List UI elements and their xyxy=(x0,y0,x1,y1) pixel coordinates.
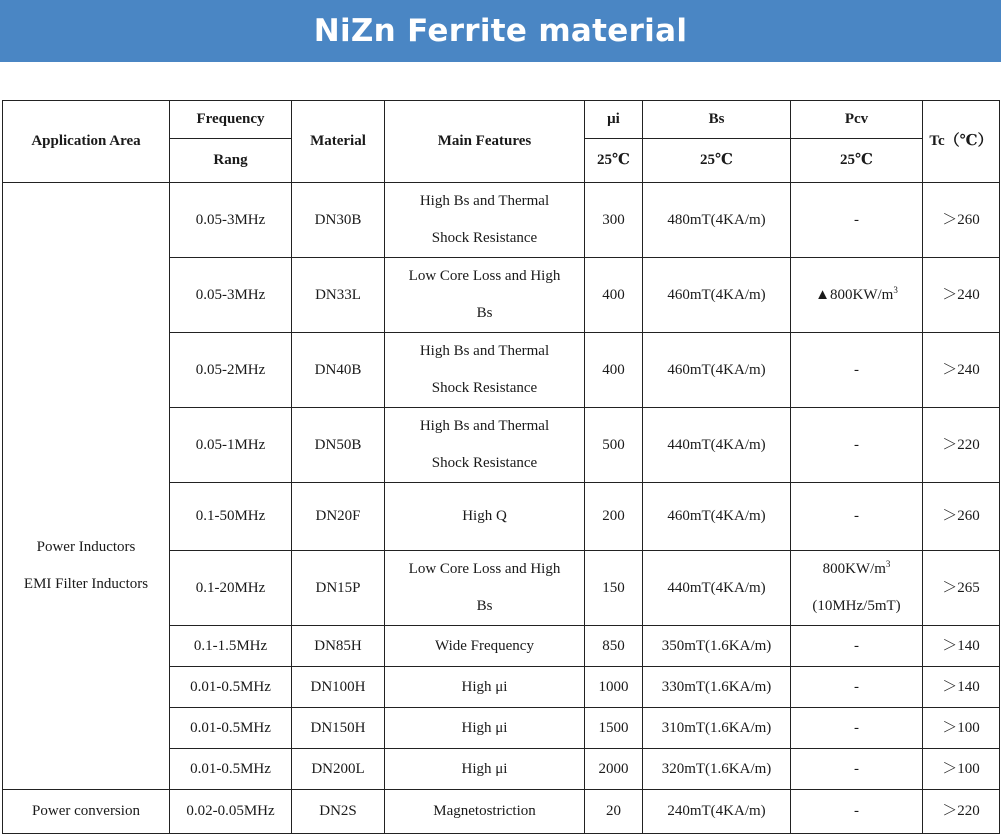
ui-cell: 300 xyxy=(585,183,643,258)
features-line: High Q xyxy=(462,508,507,524)
features-line: Shock Resistance xyxy=(431,455,538,471)
header-bs: Bs xyxy=(643,101,791,139)
features-line: High Bs and Thermal xyxy=(419,343,550,359)
pcv-cell xyxy=(791,708,923,749)
pcv-value: - xyxy=(854,678,859,695)
tc-cell: ＞100 xyxy=(923,708,1000,749)
ui-cell: 1000 xyxy=(585,667,643,708)
features-line: High μi xyxy=(461,678,508,695)
bs-cell: 460mT(4KA/m) xyxy=(643,483,791,551)
frequency-cell: 0.01-0.5MHz xyxy=(170,749,292,790)
ferrite-spec-table xyxy=(2,100,1000,834)
pcv-value: - xyxy=(854,508,859,524)
header-temp-ui: 25℃ xyxy=(585,139,643,183)
pcv-value: - xyxy=(854,803,859,819)
title-banner xyxy=(0,0,1001,62)
material-cell: DN33L xyxy=(292,258,385,333)
pcv-cell xyxy=(791,333,923,408)
features-cell xyxy=(385,258,585,333)
material-cell: DN2S xyxy=(292,790,385,834)
pcv-cell xyxy=(791,790,923,834)
bs-cell: 350mT(1.6KA/m) xyxy=(643,626,791,667)
pcv-cell xyxy=(791,183,923,258)
pcv-line xyxy=(795,710,918,747)
material-cell: DN40B xyxy=(292,333,385,408)
pcv-line xyxy=(795,628,918,665)
features-line: High μi xyxy=(461,719,508,736)
tc-cell: ＞140 xyxy=(923,667,1000,708)
tc-cell: ＞240 xyxy=(923,258,1000,333)
material-cell: DN85H xyxy=(292,626,385,667)
features-cell xyxy=(385,708,585,749)
pcv-cell xyxy=(791,483,923,551)
features-line: High μi xyxy=(461,760,508,777)
pcv-cell xyxy=(791,626,923,667)
features-line: Wide Frequency xyxy=(435,637,534,654)
tc-cell: ＞220 xyxy=(923,408,1000,483)
ui-cell: 150 xyxy=(585,551,643,626)
pcv-value: - xyxy=(854,760,859,777)
bs-cell: 330mT(1.6KA/m) xyxy=(643,667,791,708)
features-cell xyxy=(385,667,585,708)
features-line: High Bs and Thermal xyxy=(419,193,550,209)
header-frequency: Frequency xyxy=(170,101,292,139)
page-title: NiZn Ferrite material xyxy=(313,13,688,49)
tc-cell: ＞260 xyxy=(923,483,1000,551)
pcv-value: 800KW/m xyxy=(822,561,886,577)
material-cell: DN15P xyxy=(292,551,385,626)
application-area-line: EMI Filter Inductors xyxy=(23,576,149,592)
tc-cell: ＞240 xyxy=(923,333,1000,408)
pcv-value: - xyxy=(854,211,859,228)
features-line: Bs xyxy=(476,305,493,321)
material-cell: DN150H xyxy=(292,708,385,749)
features-line: Bs xyxy=(476,598,493,614)
material-cell: DN200L xyxy=(292,749,385,790)
pcv-condition: (10MHz/5mT) xyxy=(812,598,901,614)
bs-cell: 440mT(4KA/m) xyxy=(643,408,791,483)
pcv-line xyxy=(795,669,918,706)
ui-cell: 500 xyxy=(585,408,643,483)
bs-cell: 460mT(4KA/m) xyxy=(643,333,791,408)
frequency-cell: 0.1-20MHz xyxy=(170,551,292,626)
tc-cell: ＞100 xyxy=(923,749,1000,790)
ui-cell: 850 xyxy=(585,626,643,667)
pcv-value: - xyxy=(854,637,859,654)
frequency-cell: 0.1-1.5MHz xyxy=(170,626,292,667)
tc-cell: ＞220 xyxy=(923,790,1000,834)
features-line: Shock Resistance xyxy=(431,380,538,396)
pcv-line xyxy=(795,352,918,389)
tc-cell: ＞265 xyxy=(923,551,1000,626)
pcv-cell xyxy=(791,551,923,626)
pcv-value: ▲800KW/m xyxy=(815,286,894,303)
pcv-line xyxy=(795,202,918,239)
material-cell: DN50B xyxy=(292,408,385,483)
ui-cell: 400 xyxy=(585,333,643,408)
header-rang: Rang xyxy=(170,139,292,183)
tc-cell: ＞140 xyxy=(923,626,1000,667)
bs-cell: 320mT(1.6KA/m) xyxy=(643,749,791,790)
features-cell xyxy=(385,483,585,551)
bs-cell: 480mT(4KA/m) xyxy=(643,183,791,258)
application-area-power-inductors xyxy=(3,183,170,790)
frequency-cell: 0.05-3MHz xyxy=(170,258,292,333)
frequency-cell: 0.05-2MHz xyxy=(170,333,292,408)
material-cell: DN30B xyxy=(292,183,385,258)
bs-cell: 440mT(4KA/m) xyxy=(643,551,791,626)
features-cell xyxy=(385,408,585,483)
pcv-superscript: 3 xyxy=(885,559,891,569)
pcv-line xyxy=(795,551,918,588)
header-temp-pcv: 25℃ xyxy=(791,139,923,183)
features-line: Magnetostriction xyxy=(433,803,536,819)
frequency-cell: 0.02-0.05MHz xyxy=(170,790,292,834)
features-cell xyxy=(385,333,585,408)
header-temp-bs: 25℃ xyxy=(643,139,791,183)
features-cell xyxy=(385,551,585,626)
features-line: High Bs and Thermal xyxy=(419,418,550,434)
header-pcv: Pcv xyxy=(791,101,923,139)
ui-cell: 20 xyxy=(585,790,643,834)
pcv-line xyxy=(795,427,918,464)
header-ui: μi xyxy=(585,101,643,139)
pcv-cell xyxy=(791,749,923,790)
header-main-features: Main Features xyxy=(385,101,585,183)
table-row xyxy=(3,790,1000,834)
application-area-line: Power Inductors xyxy=(36,539,136,555)
header-material: Material xyxy=(292,101,385,183)
features-line: Low Core Loss and High xyxy=(408,561,561,577)
pcv-cell xyxy=(791,667,923,708)
tc-cell: ＞260 xyxy=(923,183,1000,258)
pcv-line xyxy=(795,793,918,830)
ui-cell: 2000 xyxy=(585,749,643,790)
frequency-cell: 0.05-3MHz xyxy=(170,183,292,258)
bs-cell: 240mT(4KA/m) xyxy=(643,790,791,834)
pcv-line xyxy=(795,751,918,788)
pcv-value: - xyxy=(854,361,859,378)
header-application-area: Application Area xyxy=(3,101,170,183)
pcv-value: - xyxy=(854,719,859,736)
frequency-cell: 0.01-0.5MHz xyxy=(170,708,292,749)
features-cell xyxy=(385,183,585,258)
bs-cell: 460mT(4KA/m) xyxy=(643,258,791,333)
pcv-line xyxy=(795,498,918,535)
ui-cell: 200 xyxy=(585,483,643,551)
pcv-line xyxy=(795,277,918,314)
features-cell xyxy=(385,626,585,667)
pcv-cell xyxy=(791,408,923,483)
features-cell xyxy=(385,749,585,790)
bs-cell: 310mT(1.6KA/m) xyxy=(643,708,791,749)
ui-cell: 1500 xyxy=(585,708,643,749)
application-area-power-conversion: Power conversion xyxy=(3,790,170,834)
features-cell xyxy=(385,790,585,834)
frequency-cell: 0.05-1MHz xyxy=(170,408,292,483)
features-line: Shock Resistance xyxy=(431,230,538,246)
material-cell: DN100H xyxy=(292,667,385,708)
features-line: Low Core Loss and High xyxy=(408,268,561,284)
pcv-cell xyxy=(791,258,923,333)
pcv-superscript: 3 xyxy=(893,284,898,295)
material-cell: DN20F xyxy=(292,483,385,551)
ui-cell: 400 xyxy=(585,258,643,333)
frequency-cell: 0.1-50MHz xyxy=(170,483,292,551)
table-row xyxy=(3,183,1000,258)
pcv-value: - xyxy=(854,436,859,453)
frequency-cell: 0.01-0.5MHz xyxy=(170,667,292,708)
header-tc: Tc（℃） xyxy=(923,101,1000,183)
